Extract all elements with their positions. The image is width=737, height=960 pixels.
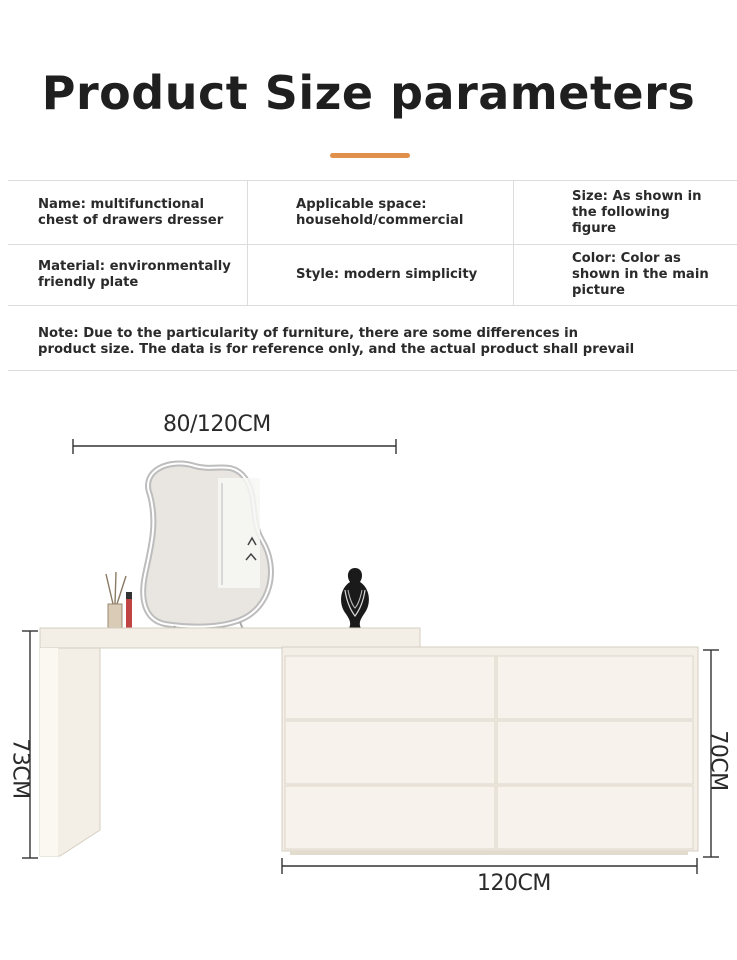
spec-style: Style: modern simplicity (248, 245, 514, 305)
necklace-stand-icon (341, 568, 369, 630)
mirror-icon (143, 464, 271, 632)
spec-color: Color: Color as shown in the main picture (572, 251, 709, 298)
spec-material: Material: environmentally friendly plate (8, 245, 248, 305)
left-height-label: 73CM (7, 738, 33, 799)
note-text: Note: Due to the particularity of furniture, there are some differences in product size. The data is for reference only, and the actual product shall prevail (38, 326, 635, 357)
spec-space: Applicable space: household/commercial (248, 181, 514, 244)
right-height-dimension-line (703, 650, 719, 857)
spec-table (8, 180, 737, 306)
spec-row (8, 180, 737, 244)
spec-size: Size: As shown in the following figure (572, 188, 702, 236)
left-height-dimension-line (22, 631, 38, 858)
top-width-label: 80/120CM (163, 412, 271, 437)
note-divider (8, 370, 737, 371)
dresser-illustration (0, 400, 737, 880)
spec-name: Name: multifunctional chest of drawers dresser (8, 181, 248, 244)
bottom-width-label: 120CM (477, 871, 551, 896)
title-accent-divider (330, 153, 410, 158)
page-title: Product Size parameters (41, 66, 696, 120)
top-width-dimension-line (73, 439, 396, 454)
bottom-width-dimension-line (282, 858, 697, 874)
spec-row (8, 244, 737, 306)
chest-of-drawers (282, 647, 698, 855)
diffuser-icon (106, 572, 132, 628)
right-height-label: 70CM (705, 730, 731, 791)
